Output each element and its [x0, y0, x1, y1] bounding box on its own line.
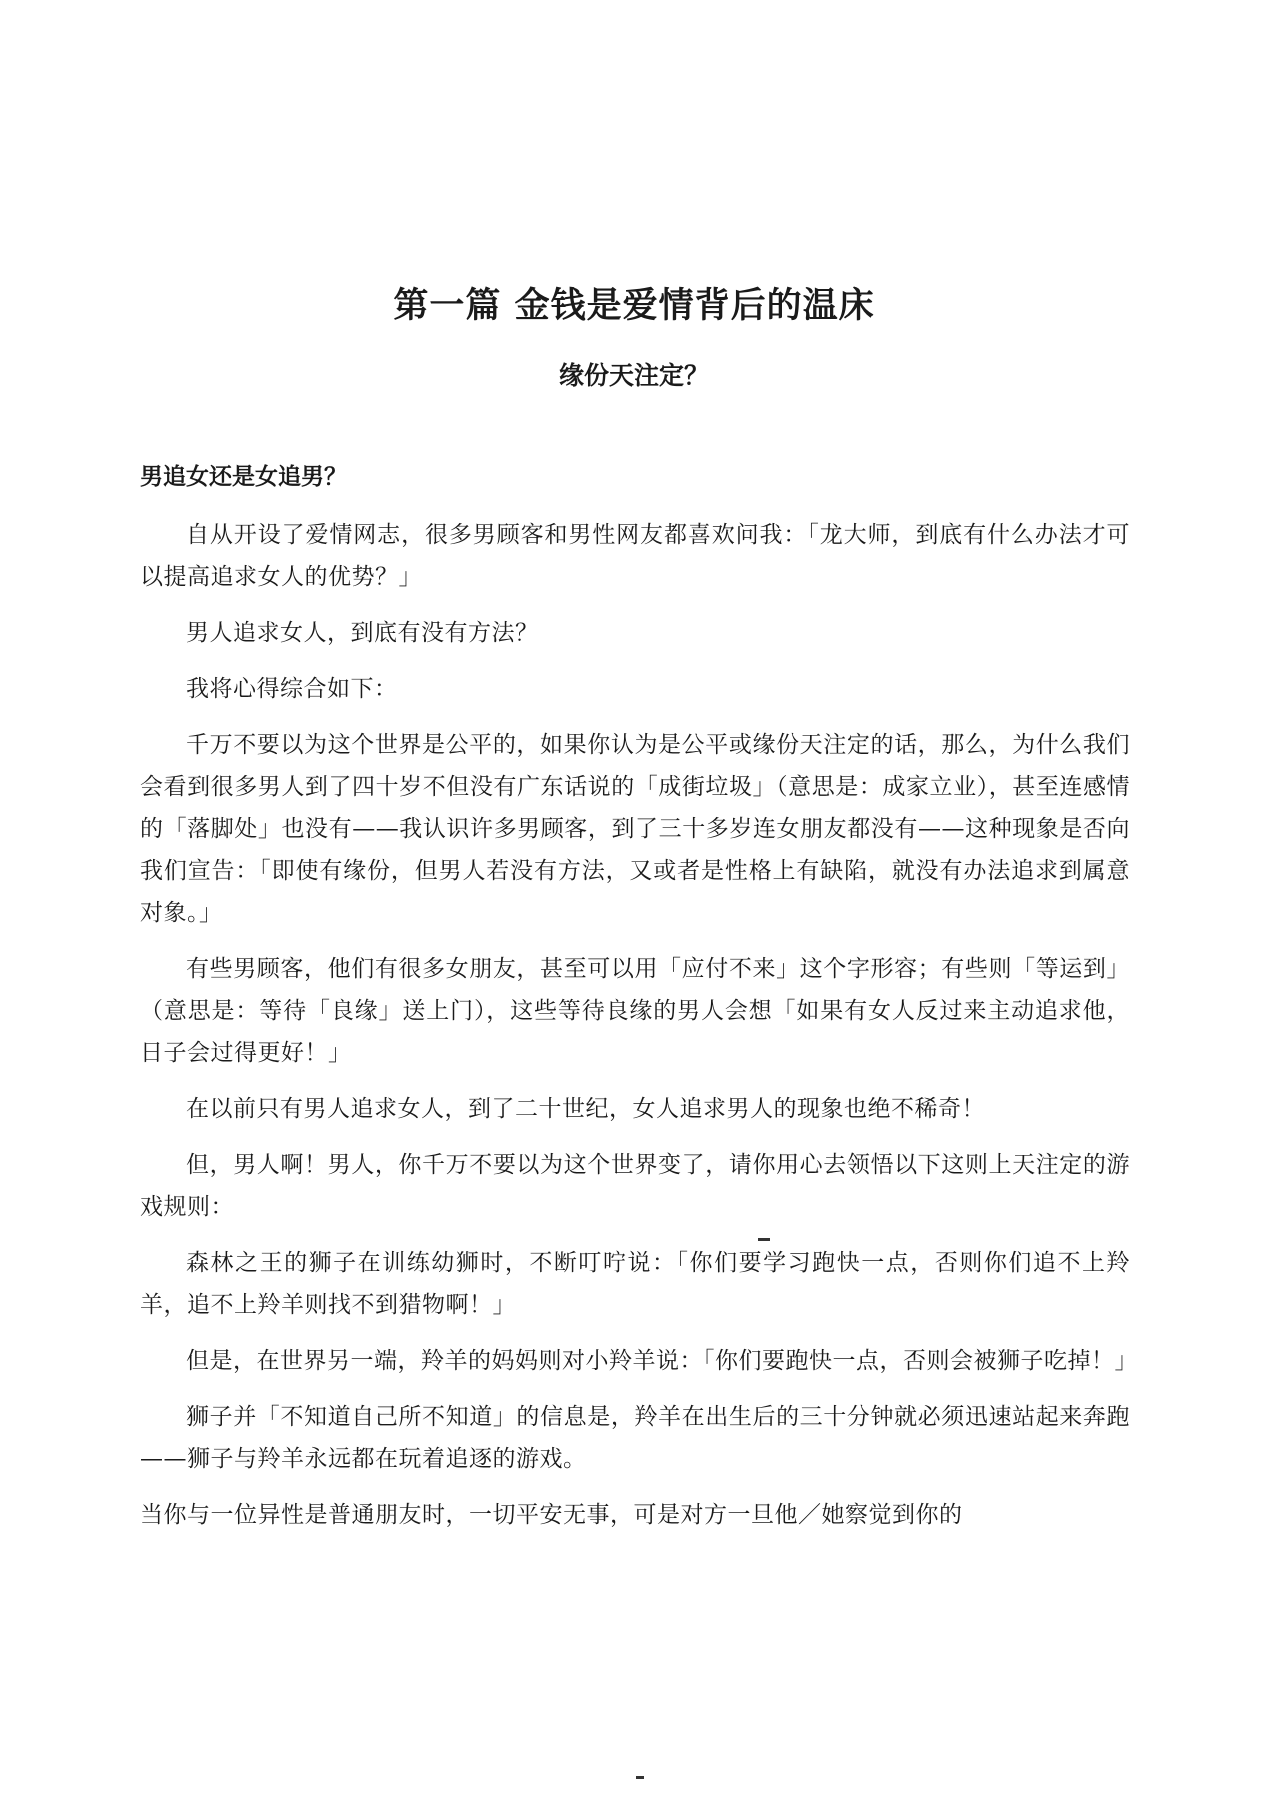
paragraph: 千万不要以为这个世界是公平的，如果你认为是公平或缘份天注定的话，那么，为什么我们会看到很多男人到了四十岁不但没有广东话说的「成街垃圾」（意思是：成家立业），甚至连感情的「落脚处」也没有——我认识许多男顾客，到了三十多岁连女朋友都没有——这种现象是否向我们宣告：「即使有缘份，但男人若没有方法，又或者是性格上有缺陷，就没有办法追求到属意对象。」 — [140, 732, 1130, 926]
paragraph: 但，男人啊！男人，你千万不要以为这个世界变了，请你用心去领悟以下这则上天注定的游戏规则： — [140, 1152, 1130, 1220]
chapter-subtitle: 缘份天注定？ — [558, 361, 709, 390]
paragraph: 我将心得综合如下： — [186, 676, 398, 702]
paragraph: 自从开设了爱情网志，很多男顾客和男性网友都喜欢问我：「龙大师，到底有什么办法才可以提高追求女人的优势？」 — [140, 522, 1130, 590]
paragraph: 男人追求女人，到底有没有方法？ — [186, 620, 539, 646]
scan-speck — [636, 1776, 644, 1779]
paragraph: 狮子并「不知道自己所不知道」的信息是，羚羊在出生后的三十分钟就必须迅速站起来奔跑——狮子与羚羊永远都在玩着追逐的游戏。 — [140, 1404, 1130, 1472]
paragraph: 有些男顾客，他们有很多女朋友，甚至可以用「应付不来」这个字形容；有些则「等运到」（意思是：等待「良缘」送上门），这些等待良缘的男人会想「如果有女人反过来主动追求他，日子会过得更好！」 — [140, 956, 1130, 1066]
paragraph-continued: 当你与一位异性是普通朋友时，一切平安无事，可是对方一旦他／她察觉到你的 — [140, 1502, 963, 1528]
paragraph: 森林之王的狮子在训练幼狮时，不断叮咛说：「你们要学习跑快一点，否则你们追不上羚羊，追不上羚羊则找不到猎物啊！」 — [140, 1250, 1130, 1318]
body-text — [140, 456, 1138, 1550]
section-heading: 男追女还是女追男？ — [140, 463, 347, 490]
paragraph: 在以前只有男人追求女人，到了二十世纪，女人追求男人的现象也绝不稀奇！ — [186, 1096, 985, 1122]
scan-speck — [758, 1238, 770, 1241]
paragraph: 但是，在世界另一端，羚羊的妈妈则对小羚羊说：「你们要跑快一点，否则会被狮子吃掉！」 — [186, 1348, 1138, 1374]
chapter-title: 第一篇 金钱是爱情背后的温床 — [393, 285, 875, 326]
